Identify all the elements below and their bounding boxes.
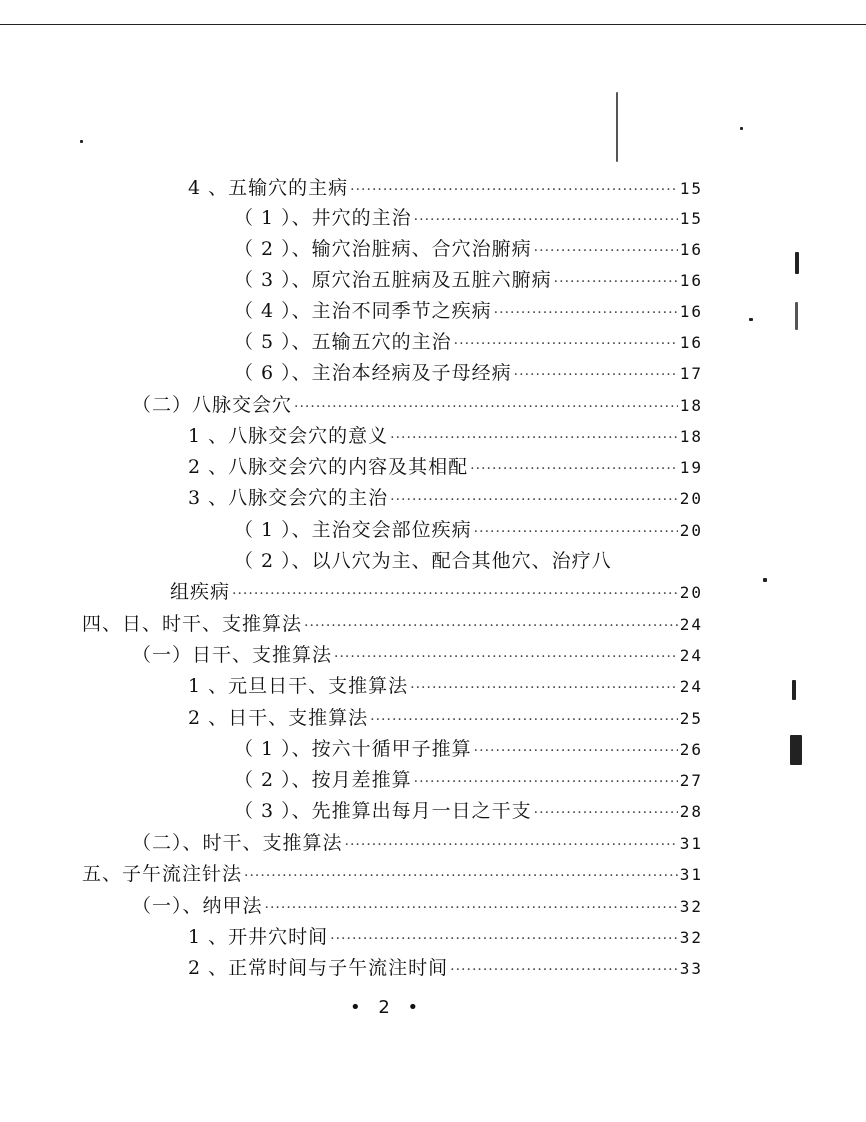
- toc-entry-page: 24: [679, 677, 703, 696]
- toc-dot-leader: [232, 586, 678, 602]
- scan-speck: [749, 318, 753, 321]
- toc-entry-page: 18: [679, 427, 703, 446]
- toc-entry-page: 31: [679, 865, 703, 884]
- toc-dot-leader: [330, 931, 678, 947]
- toc-dot-leader: [414, 774, 678, 790]
- toc-entry-page: 20: [679, 521, 703, 540]
- toc-entry: [234, 265, 703, 295]
- toc-dot-leader: [244, 868, 678, 884]
- toc-dot-leader: [414, 212, 678, 228]
- toc-entry-page: 16: [679, 271, 703, 290]
- toc-entry-label: 五、子午流注针法: [82, 863, 243, 885]
- toc-dot-leader: [514, 367, 678, 383]
- toc-entry-page: 20: [679, 583, 703, 602]
- toc-dot-leader: [294, 399, 678, 415]
- toc-entry-label: （ 3 ）、先推算出每月一日之干支: [234, 800, 532, 822]
- scan-speck: [792, 680, 796, 700]
- toc-entry-label: 1 、元旦日干、支推算法: [188, 675, 409, 697]
- toc-entry-label: （ 1 ）、井穴的主治: [234, 207, 412, 229]
- toc-entry-page: 16: [679, 333, 703, 352]
- toc-entry-page: 32: [679, 928, 703, 947]
- toc-entry-label: （ 2 ）、输穴治脏病、合穴治腑病: [234, 238, 532, 260]
- toc-entry-page: 32: [679, 897, 703, 916]
- scan-speck: [740, 127, 743, 130]
- toc-entry-label: 1 、八脉交会穴的意义: [188, 425, 389, 447]
- toc-entry: [188, 421, 703, 451]
- toc-entry-page: 33: [679, 959, 703, 978]
- toc-entry: [234, 515, 703, 545]
- scan-speck: [763, 578, 767, 582]
- toc-entry-label: （ 1 ）、按六十循甲子推算: [234, 738, 472, 760]
- toc-entry: [170, 577, 703, 607]
- page-number: • 2 •: [350, 997, 425, 1018]
- toc-dot-leader: [334, 649, 678, 665]
- toc-entry-label: （二）、时干、支推算法: [132, 832, 343, 854]
- toc-dot-leader: [390, 430, 678, 446]
- toc-entry-page: 18: [679, 396, 703, 415]
- toc-dot-leader: [450, 962, 678, 978]
- scan-speck: [795, 252, 799, 274]
- toc-dot-leader: [265, 900, 678, 916]
- toc-dot-leader: [534, 805, 678, 821]
- toc-dot-leader: [345, 837, 678, 853]
- toc-entry-page: 28: [679, 802, 703, 821]
- toc-entry-label: （ 3 ）、原穴治五脏病及五脏六腑病: [234, 269, 552, 291]
- toc-entry: [188, 703, 703, 733]
- toc-entry-page: 15: [679, 179, 703, 198]
- toc-entry: [234, 296, 703, 326]
- toc-entry: [234, 734, 703, 764]
- toc-entry: [188, 173, 703, 203]
- toc-entry: [234, 203, 703, 233]
- toc-entry: [82, 859, 703, 889]
- toc-entry-page: 25: [679, 709, 703, 728]
- toc-dot-leader: [474, 524, 678, 540]
- scan-speck: [790, 735, 802, 765]
- toc-entry-label: 2 、正常时间与子午流注时间: [188, 957, 449, 979]
- toc-entry: [188, 452, 703, 482]
- toc-entry: [188, 922, 703, 952]
- toc-entry: [234, 327, 703, 357]
- toc-entry-page: 24: [679, 646, 703, 665]
- toc-entry-page: 19: [679, 458, 703, 477]
- toc-entry-label: （ 4 ）、主治不同季节之疾病: [234, 300, 492, 322]
- toc-entry: [132, 891, 703, 921]
- toc-entry-label: 2 、八脉交会穴的内容及其相配: [188, 456, 469, 478]
- toc-entry: [188, 483, 703, 513]
- toc-dot-leader: [534, 243, 678, 259]
- scan-speck: [795, 302, 798, 330]
- toc-entry-label: （一）、纳甲法: [132, 895, 263, 917]
- toc-entry-page: 16: [679, 302, 703, 321]
- toc-entry: [82, 609, 703, 639]
- toc-entry-page: 24: [679, 615, 703, 634]
- toc-entry-label: （ 5 ）、五输五穴的主治: [234, 331, 452, 353]
- toc-entry-page: 26: [679, 740, 703, 759]
- toc-entry-label: 4 、五输穴的主病: [188, 177, 349, 199]
- scan-speck: [616, 92, 618, 162]
- toc-entry-label: （一）日干、支推算法: [132, 644, 333, 666]
- toc-entry-label: （二）八脉交会穴: [132, 394, 293, 416]
- toc-entry-page: 27: [679, 771, 703, 790]
- toc-entry-page: 16: [679, 240, 703, 259]
- toc-dot-leader: [494, 305, 678, 321]
- toc-entry-page: 31: [679, 834, 703, 853]
- toc-entry-page: 20: [679, 489, 703, 508]
- toc-entry-label: （ 2 ）、按月差推算: [234, 769, 412, 791]
- toc-dot-leader: [390, 492, 678, 508]
- top-rule: [0, 24, 866, 25]
- toc-entry: [234, 796, 703, 826]
- toc-entry-label: 1 、开井穴时间: [188, 926, 329, 948]
- toc-dot-leader: [470, 461, 678, 477]
- toc-dot-leader: [474, 743, 678, 759]
- toc-entry-label: 组疾病: [170, 581, 231, 603]
- toc-dot-leader: [304, 618, 678, 634]
- toc-entry-label: （ 1 ）、主治交会部位疾病: [234, 519, 472, 541]
- toc-entry-page: 17: [679, 364, 703, 383]
- toc-entry: [234, 765, 703, 795]
- toc-entry: [234, 234, 703, 264]
- toc-entry: [132, 828, 703, 858]
- toc-entry-label: 2 、日干、支推算法: [188, 707, 369, 729]
- toc-dot-leader: [454, 336, 678, 352]
- toc-entry-label: 四、日、时干、支推算法: [82, 613, 303, 635]
- toc-dot-leader: [410, 680, 678, 696]
- toc-entry: [132, 390, 703, 420]
- toc-entry: [132, 640, 703, 670]
- toc-entry-label: 3 、八脉交会穴的主治: [188, 487, 389, 509]
- scan-speck: [80, 140, 83, 143]
- toc-dot-leader: [370, 712, 678, 728]
- toc-entry: [188, 671, 703, 701]
- toc-dot-leader: [554, 274, 678, 290]
- toc-entry: [188, 953, 703, 983]
- toc-dot-leader: [350, 182, 678, 198]
- toc-entry: [234, 358, 703, 388]
- toc-wrapped-line: （ 2 ）、以八穴为主、配合其他穴、治疗八: [234, 550, 612, 572]
- toc-entry-label: （ 6 ）、主治本经病及子母经病: [234, 362, 512, 384]
- toc-entry-page: 15: [679, 209, 703, 228]
